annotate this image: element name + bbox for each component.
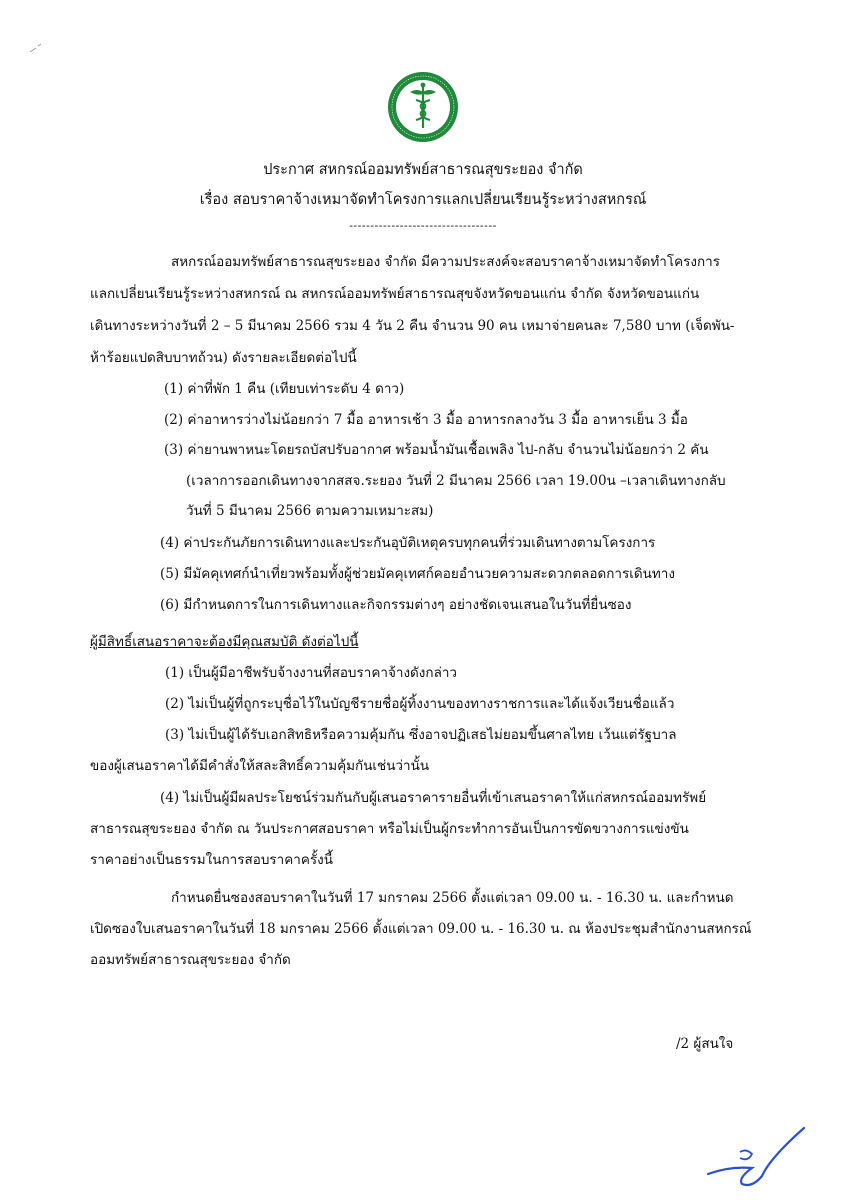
announcement-subject: เรื่อง สอบราคาจ้างเหมาจัดทำโครงการแลกเปลี่ยนเรียนรู้ระหว่างสหกรณ์ xyxy=(199,192,647,208)
qualification-line: (2) ไม่เป็นผู้ที่ถูกระบุชื่อไว้ในบัญชีรายชื่อผู้ทิ้งงานของทางราชการและได้แจ้งเวียนชื่อแล้ว xyxy=(165,696,675,712)
list-item-continuation: วันที่ 5 มีนาคม 2566 ตามความเหมาะสม) xyxy=(186,503,434,519)
cooperative-seal-logo xyxy=(386,70,460,144)
qualification-line: (3) ไม่เป็นผู้ได้รับเอกสิทธิหรือความคุ้มกัน ซึ่งอาจปฏิเสธไม่ยอมขึ้นศาลไทย เว้นแต่รัฐบาล xyxy=(165,727,677,743)
intro-line: เดินทางระหว่างวันที่ 2 – 5 มีนาคม 2566 รวม 4 วัน 2 คืน จำนวน 90 คน เหมาจ่ายคนละ 7,580 บาท (เจ็ดพัน- xyxy=(90,318,735,334)
list-item: (5) มีมัคคุเทศก์นำเที่ยวพร้อมทั้งผู้ช่วยมัคคุเทศก์คอยอำนวยความสะดวกตลอดการเดินทาง xyxy=(160,566,675,582)
schedule-line: เปิดซองใบเสนอราคาในวันที่ 18 มกราคม 2566 ตั้งแต่เวลา 09.00 น. - 16.30 น. ณ ห้องประชุมสำนักงานสหกรณ์ xyxy=(90,921,752,937)
signature-icon xyxy=(700,1118,810,1190)
list-item: (6) มีกำหนดการในการเดินทางและกิจกรรมต่างๆ อย่างชัดเจนเสนอในวันที่ยื่นซอง xyxy=(160,597,632,613)
intro-line: สหกรณ์ออมทรัพย์สาธารณสุขระยอง จำกัด มีความประสงค์จะสอบราคาจ้างเหมาจัดทำโครงการ xyxy=(171,254,720,270)
qualification-line: ของผู้เสนอราคาได้มีคำสั่งให้สละสิทธิ์ความคุ้มกันเช่นว่านั้น xyxy=(90,758,430,774)
qualifications-heading: ผู้มีสิทธิ์เสนอราคาจะต้องมีคุณสมบัติ ดังต่อไปนี้ xyxy=(90,634,359,650)
qualification-line: ราคาอย่างเป็นธรรมในการสอบราคาครั้งนี้ xyxy=(90,852,333,868)
intro-line: แลกเปลี่ยนเรียนรู้ระหว่างสหกรณ์ ณ สหกรณ์ออมทรัพย์สาธารณสุขจังหวัดขอนแก่น จำกัด จังหวัดขอนแก่น xyxy=(90,286,700,302)
list-item-continuation: (เวลาการออกเดินทางจากสสจ.ระยอง วันที่ 2 มีนาคม 2566 เวลา 19.00น –เวลาเดินทางกลับ xyxy=(186,473,726,489)
intro-line: ห้าร้อยแปดสิบบาทถ้วน) ดังรายละเอียดต่อไปนี้ xyxy=(90,350,357,366)
schedule-line: ออมทรัพย์สาธารณสุขระยอง จำกัด xyxy=(90,952,291,968)
qualification-line: (4) ไม่เป็นผู้มีผลประโยชน์ร่วมกันกับผู้เสนอราคารายอื่นที่เข้าเสนอราคาให้แก่สหกรณ์ออมทรัพย์ xyxy=(160,790,707,806)
qualification-line: (1) เป็นผู้มีอาชีพรับจ้างงานที่สอบราคาจ้างดังกล่าว xyxy=(165,665,457,681)
list-item: (3) ค่ายานพาหนะโดยรถบัสปรับอากาศ พร้อมน้ำมันเชื้อเพลิง ไป-กลับ จำนวนไม่น้อยกว่า 2 คัน xyxy=(164,442,709,458)
qualification-line: สาธารณสุขระยอง จำกัด ณ วันประกาศสอบราคา หรือไม่เป็นผู้กระทำการอันเป็นการขัดขวางการแข่งขัน xyxy=(90,821,689,837)
scan-mark-icon xyxy=(28,38,52,56)
list-item: (1) ค่าที่พัก 1 คืน (เทียบเท่าระดับ 4 ดาว) xyxy=(164,381,405,397)
page-continuation-note: /2 ผู้สนใจ xyxy=(676,1036,734,1052)
schedule-line: กำหนดยื่นซองสอบราคาในวันที่ 17 มกราคม 2566 ตั้งแต่เวลา 09.00 น. - 16.30 น. และกำหนด xyxy=(171,890,734,906)
announcement-title: ประกาศ สหกรณ์ออมทรัพย์สาธารณสุขระยอง จำกัด xyxy=(263,162,583,178)
list-item: (4) ค่าประกันภัยการเดินทางและประกันอุบัติเหตุครบทุกคนที่ร่วมเดินทางตามโครงการ xyxy=(160,535,656,551)
list-item: (2) ค่าอาหารว่างไม่น้อยกว่า 7 มื้อ อาหารเช้า 3 มื้อ อาหารกลางวัน 3 มื้อ อาหารเย็น 3 มื้อ xyxy=(164,412,688,428)
header-divider: ----------------------------------- xyxy=(349,219,497,232)
